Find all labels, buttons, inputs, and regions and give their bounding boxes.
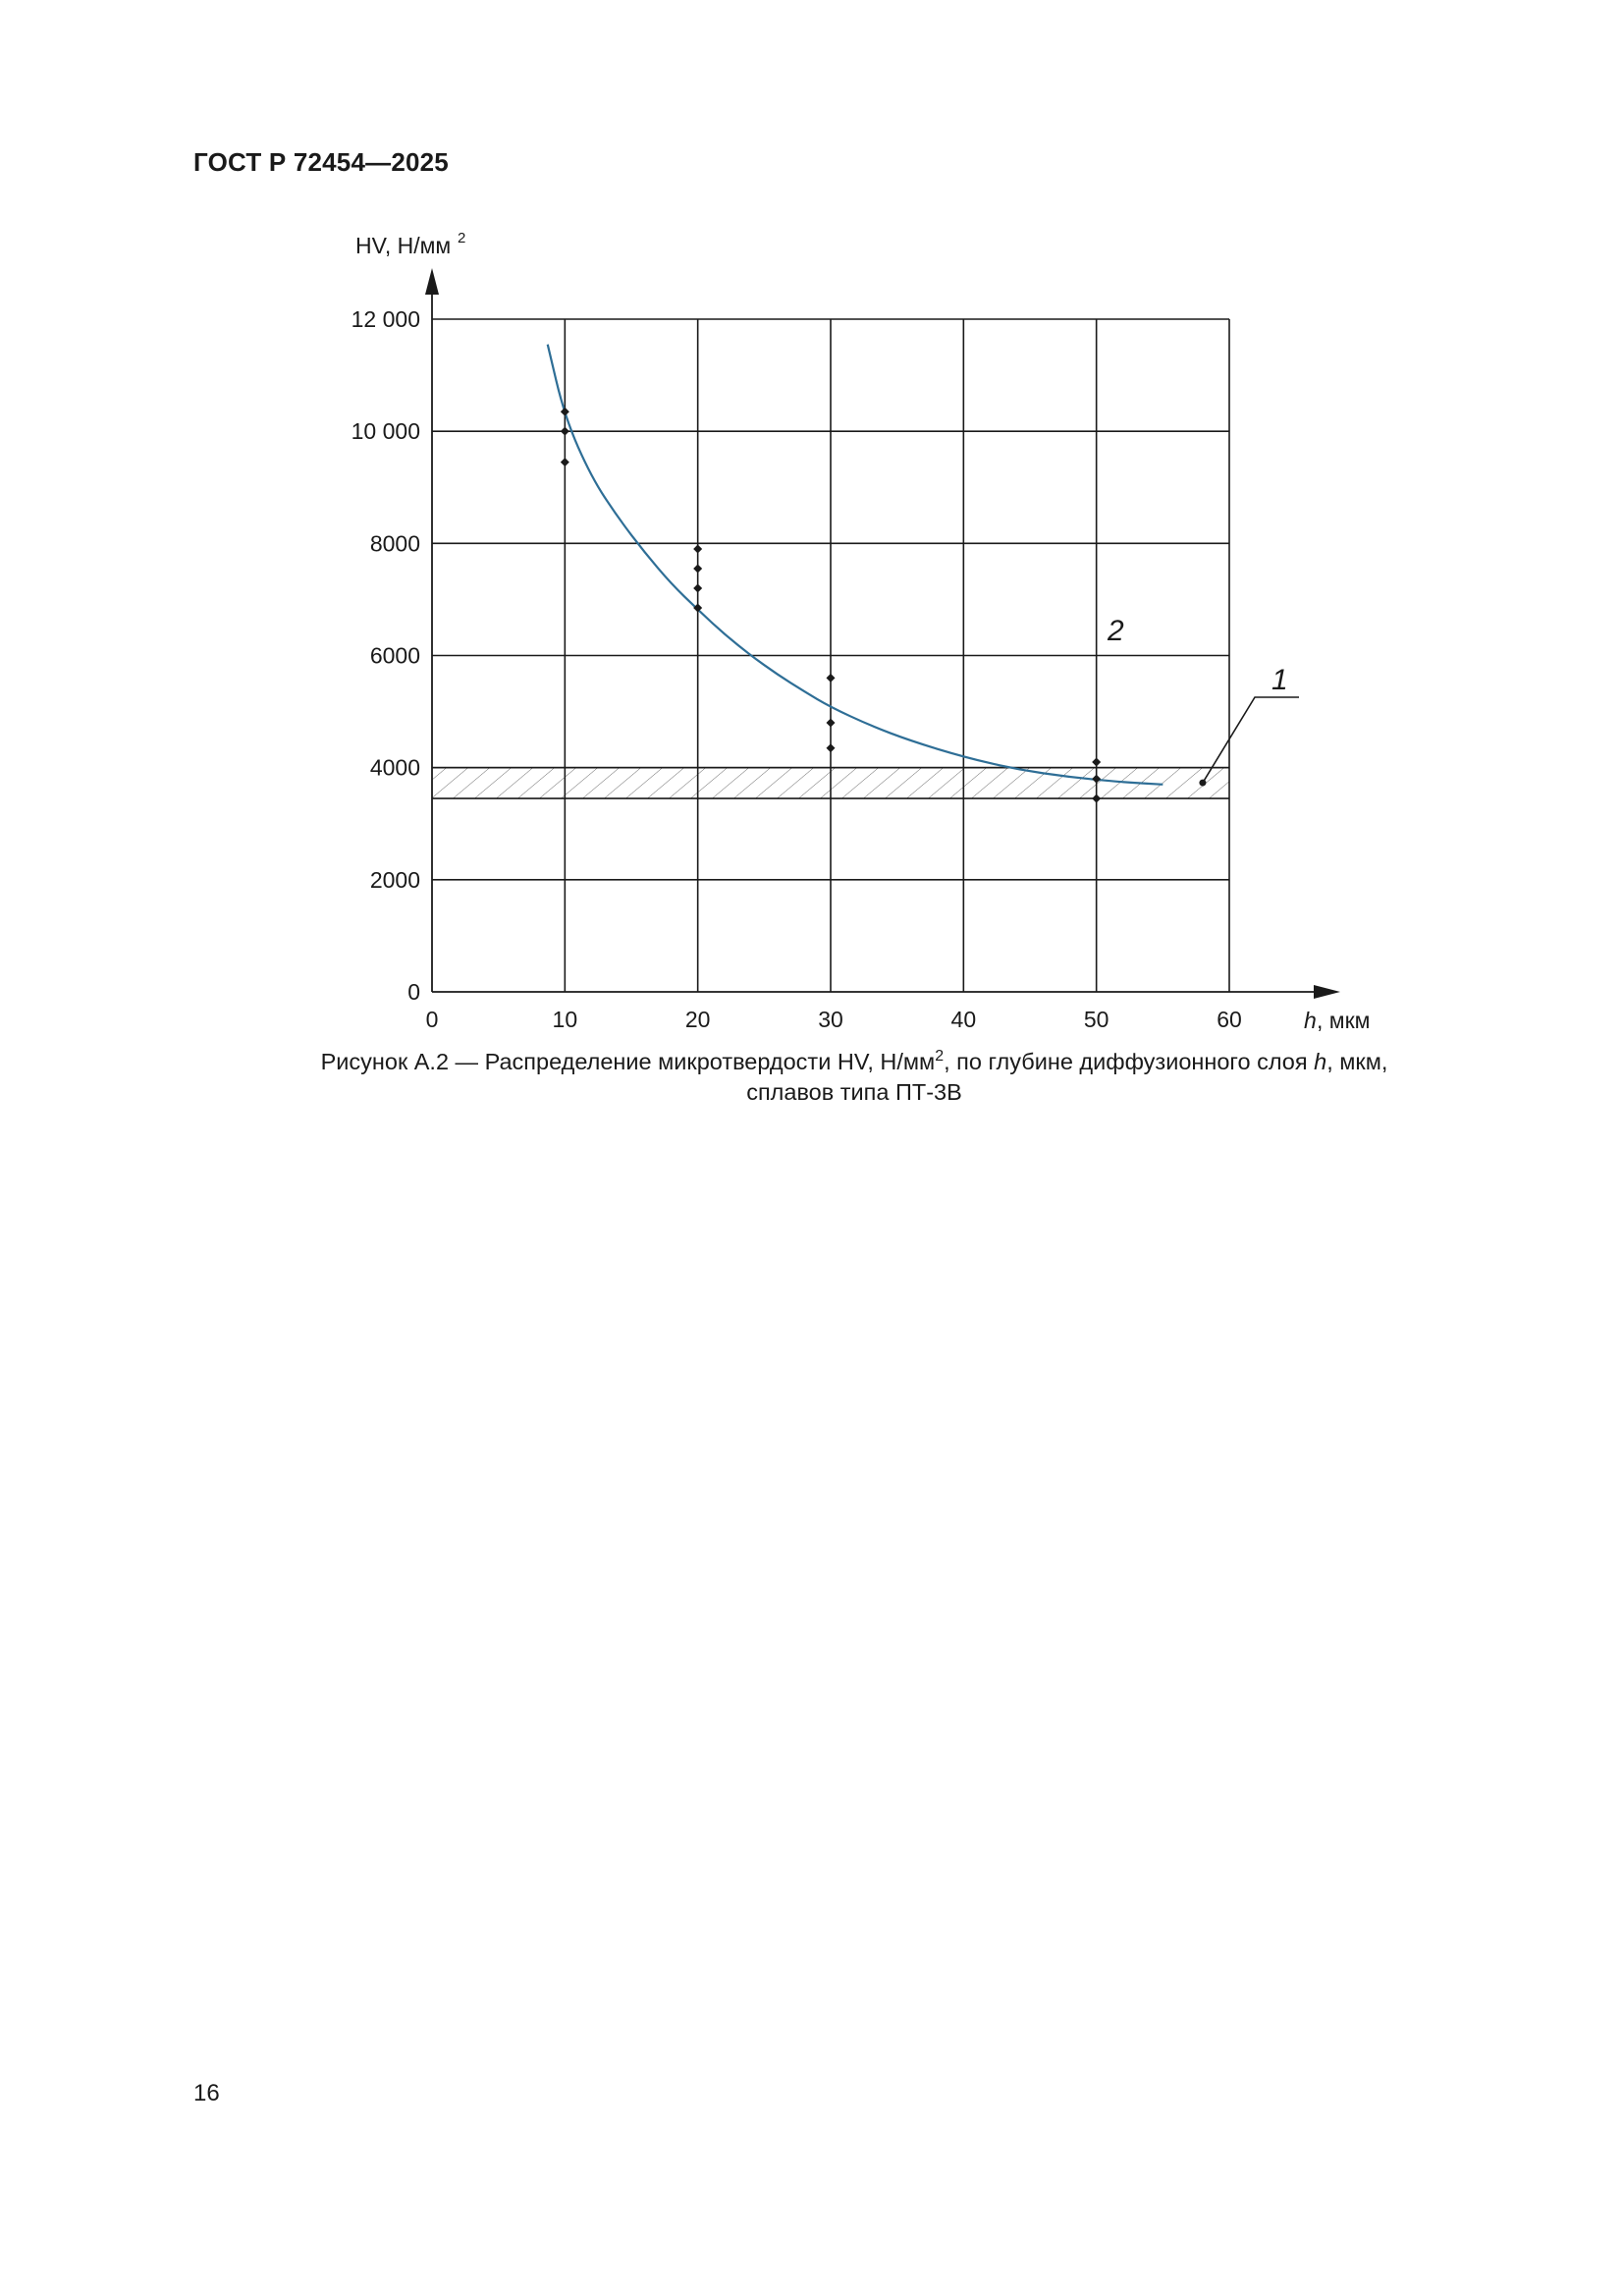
y-axis-label-superscript: 2 [458,230,466,246]
caption-text-a: Рисунок А.2 — Распределение микротвердости HV, Н/мм [320,1049,936,1074]
figure-caption [255,1047,1453,1108]
annotation-1: 1 [1271,664,1288,696]
caption-variable-h: h [1314,1049,1327,1074]
y-tick-label: 6000 [369,642,420,669]
microhardness-chart [0,0,1623,1080]
caption-text-c: , мкм, [1326,1049,1388,1074]
y-tick-label: 8000 [369,530,420,557]
data-point [827,674,836,683]
x-axis-label-unit: , мкм [1317,1008,1371,1033]
data-point [693,584,702,593]
x-tick-label: 50 [1083,1007,1109,1032]
data-point [827,719,836,728]
x-axis-label-variable: h [1304,1008,1317,1033]
data-point [1092,757,1101,766]
x-tick-label: 30 [818,1007,843,1032]
data-point [827,743,836,752]
y-tick-label: 4000 [369,754,420,781]
caption-line-2: сплавов типа ПТ-3В [746,1079,962,1105]
y-tick-label: 10 000 [351,418,420,445]
caption-line-1 [255,1047,1453,1077]
x-tick-label: 60 [1217,1007,1242,1032]
data-point [561,458,569,466]
y-axis-arrow [425,268,439,295]
x-axis-arrow [1314,985,1340,999]
document-header: ГОСТ Р 72454—2025 [193,147,449,177]
data-point [693,565,702,574]
fitted-curve [548,345,1163,785]
label-layer [352,230,1371,1033]
grid-layer [432,319,1229,992]
data-point [561,427,569,436]
x-tick-label: 10 [552,1007,578,1032]
axis-layer [425,268,1340,999]
points-layer [561,408,1207,803]
x-tick-label: 20 [684,1007,711,1032]
y-tick-label: 2000 [369,866,420,893]
page-number: 16 [193,2080,220,2106]
caption-superscript: 2 [935,1048,945,1066]
y-tick-label: 12 000 [351,306,420,332]
data-point [693,545,702,554]
x-tick-label: 40 [950,1007,977,1032]
y-tick-label: 0 [407,979,420,1005]
y-axis-label: HV, Н/мм [355,233,452,258]
x-tick-label: 0 [425,1007,439,1032]
data-point [561,408,569,416]
annotation-2: 2 [1108,615,1124,647]
curve-layer [548,345,1163,785]
caption-text-b: , по глубине диффузионного слоя [944,1049,1315,1074]
